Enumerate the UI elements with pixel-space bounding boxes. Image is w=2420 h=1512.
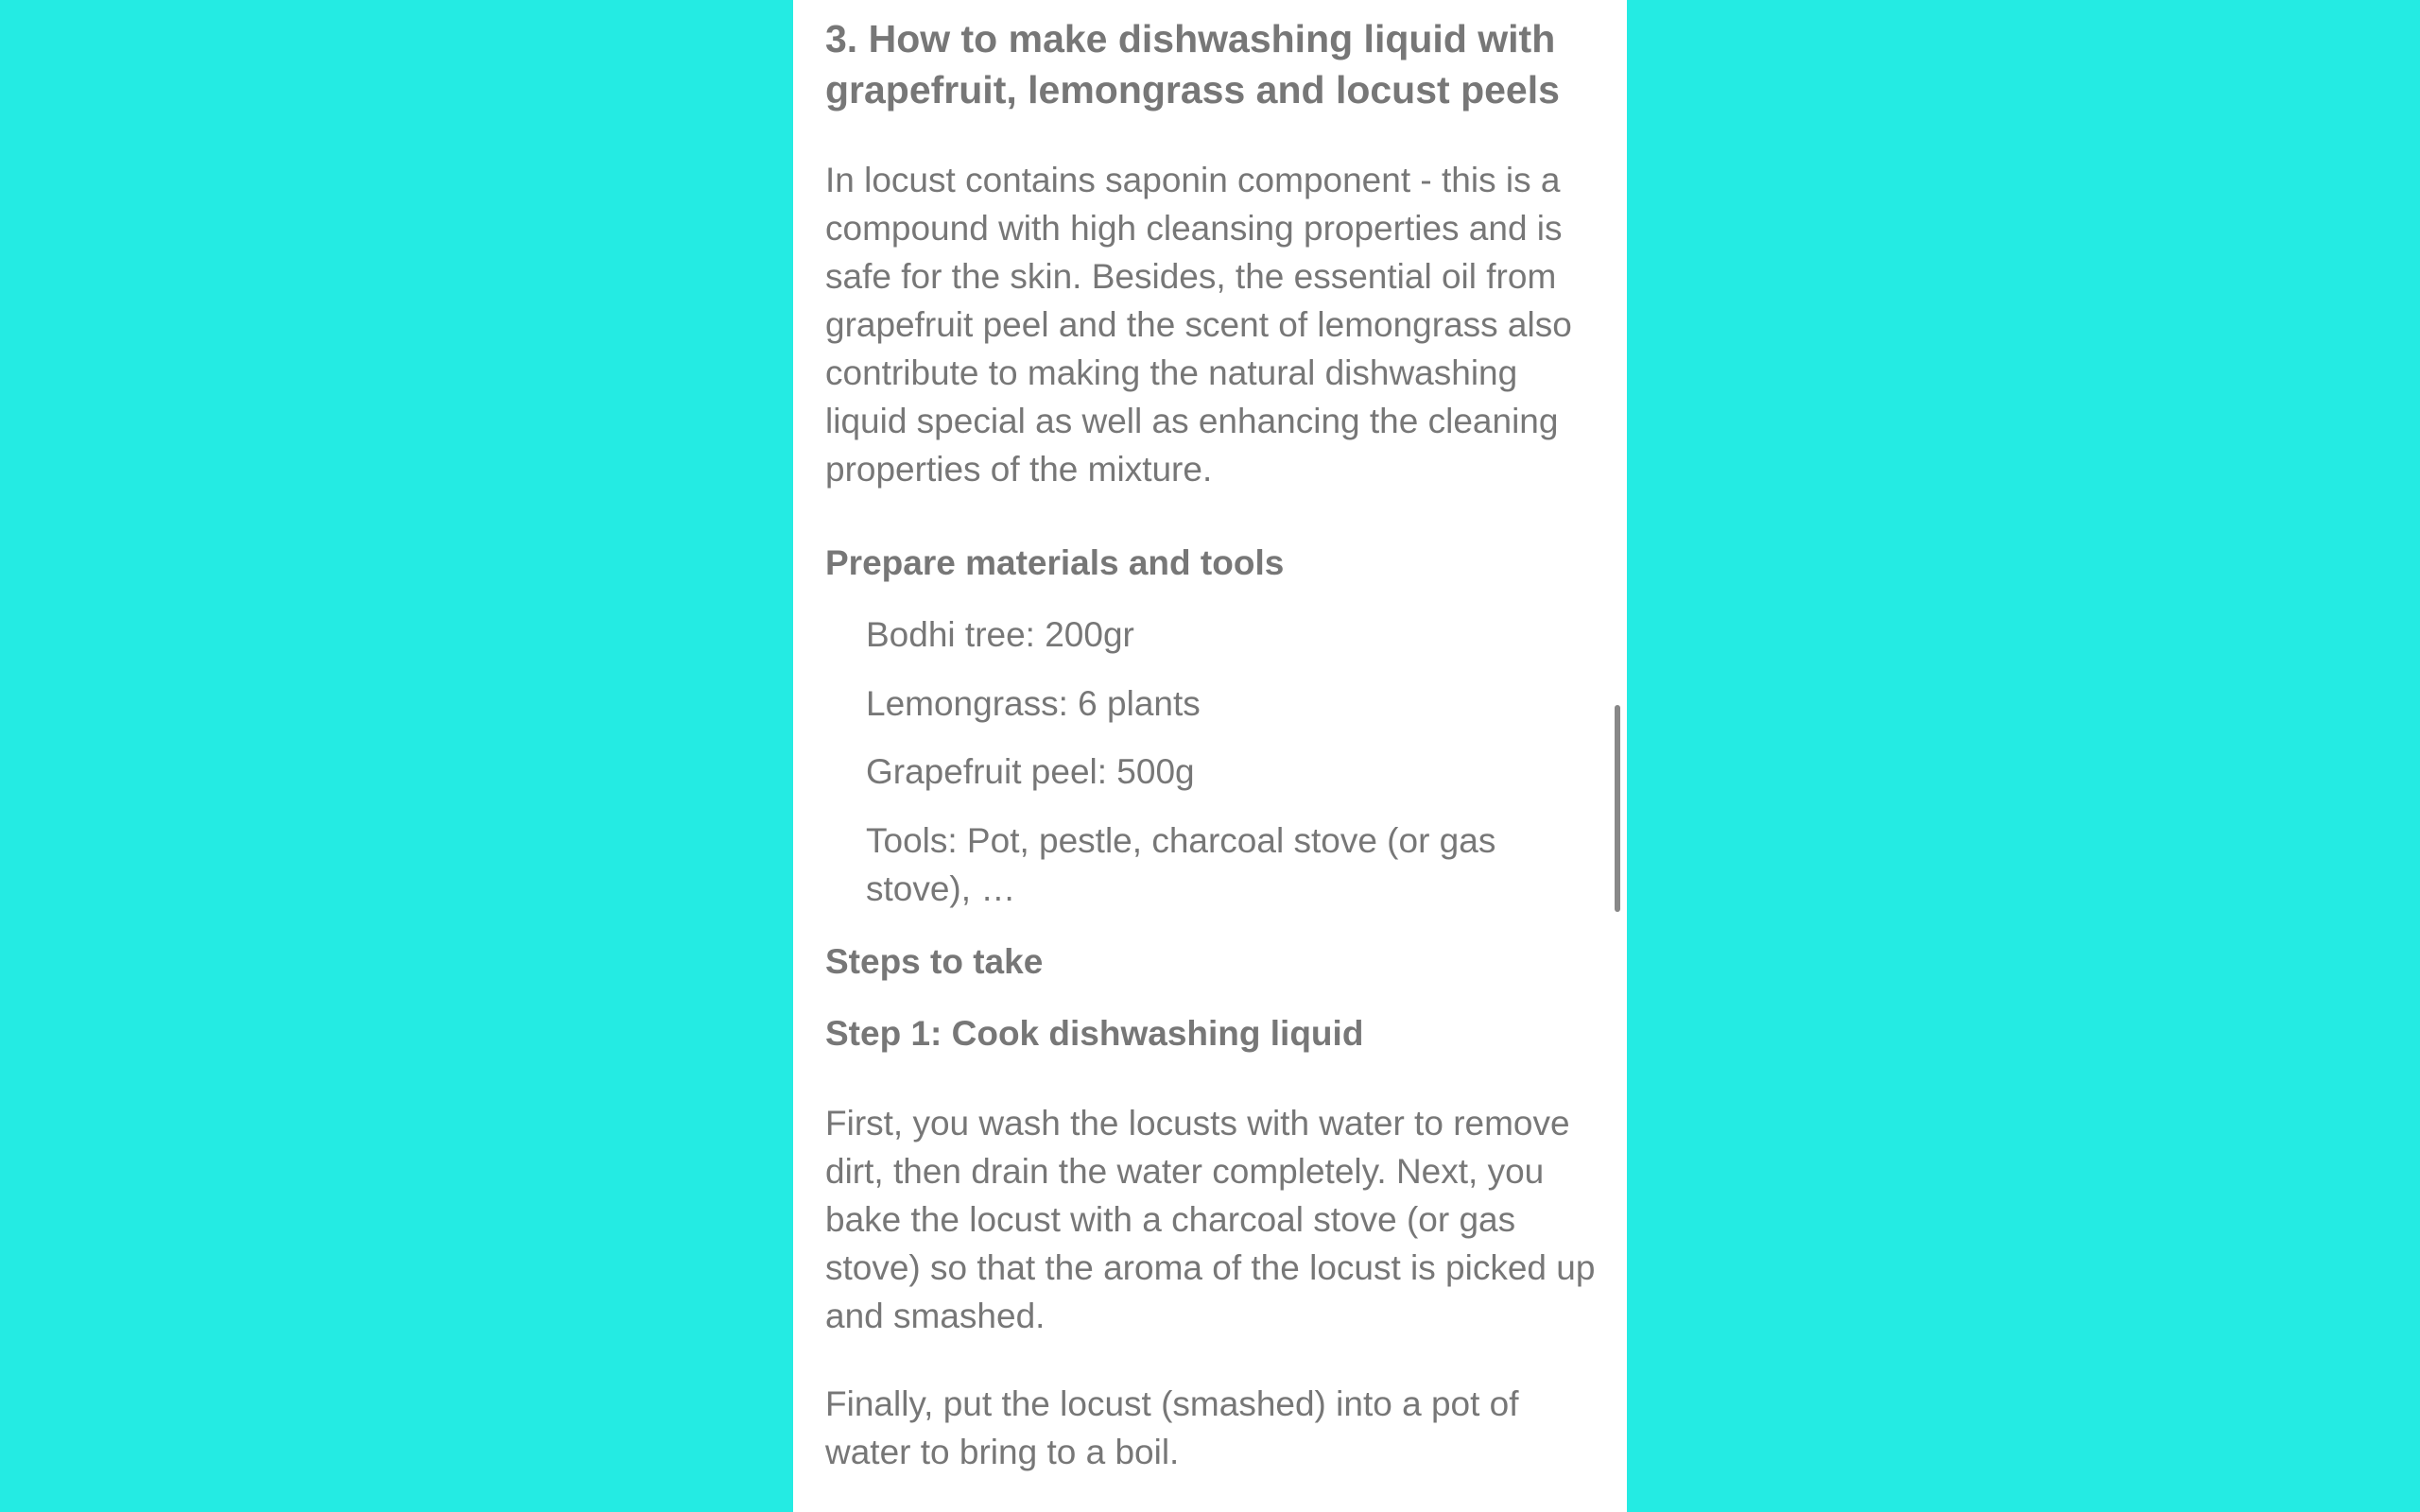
steps-heading: Steps to take [825, 942, 1044, 981]
materials-heading: Prepare materials and tools [825, 543, 1285, 582]
step1-heading: Step 1: Cook dishwashing liquid [825, 1014, 1364, 1053]
article-panel [793, 0, 1627, 1512]
section-heading: 3. How to make dishwashing liquid with grapefruit, lemongrass and locust peels [825, 17, 1560, 112]
list-item: Grapefruit peel: 500g [866, 752, 1195, 791]
list-item: Bodhi tree: 200gr [866, 615, 1134, 654]
step1-paragraph-2: Finally, put the locust (smashed) into a pot of water to bring to a boil. [825, 1384, 1519, 1471]
step1-paragraph-1: First, you wash the locusts with water to remove dirt, then drain the water completely. Next, you bake the locust with a charcoal stove (or gas stove) so that the aroma of the locust is picked up and smashed. [825, 1104, 1596, 1335]
intro-paragraph: In locust contains saponin component - this is a compound with high cleansing properties and is safe for the skin. Besides, the essential oil from grapefruit peel and the scent of lemongrass also contribute to making the natural dishwashing liquid special as well as enhancing the cleaning properties of the mixture. [825, 161, 1572, 489]
list-item: Tools: Pot, pestle, charcoal stove (or gas stove), … [866, 821, 1496, 908]
scrollbar-thumb[interactable] [1615, 705, 1620, 912]
list-item: Lemongrass: 6 plants [866, 684, 1201, 723]
